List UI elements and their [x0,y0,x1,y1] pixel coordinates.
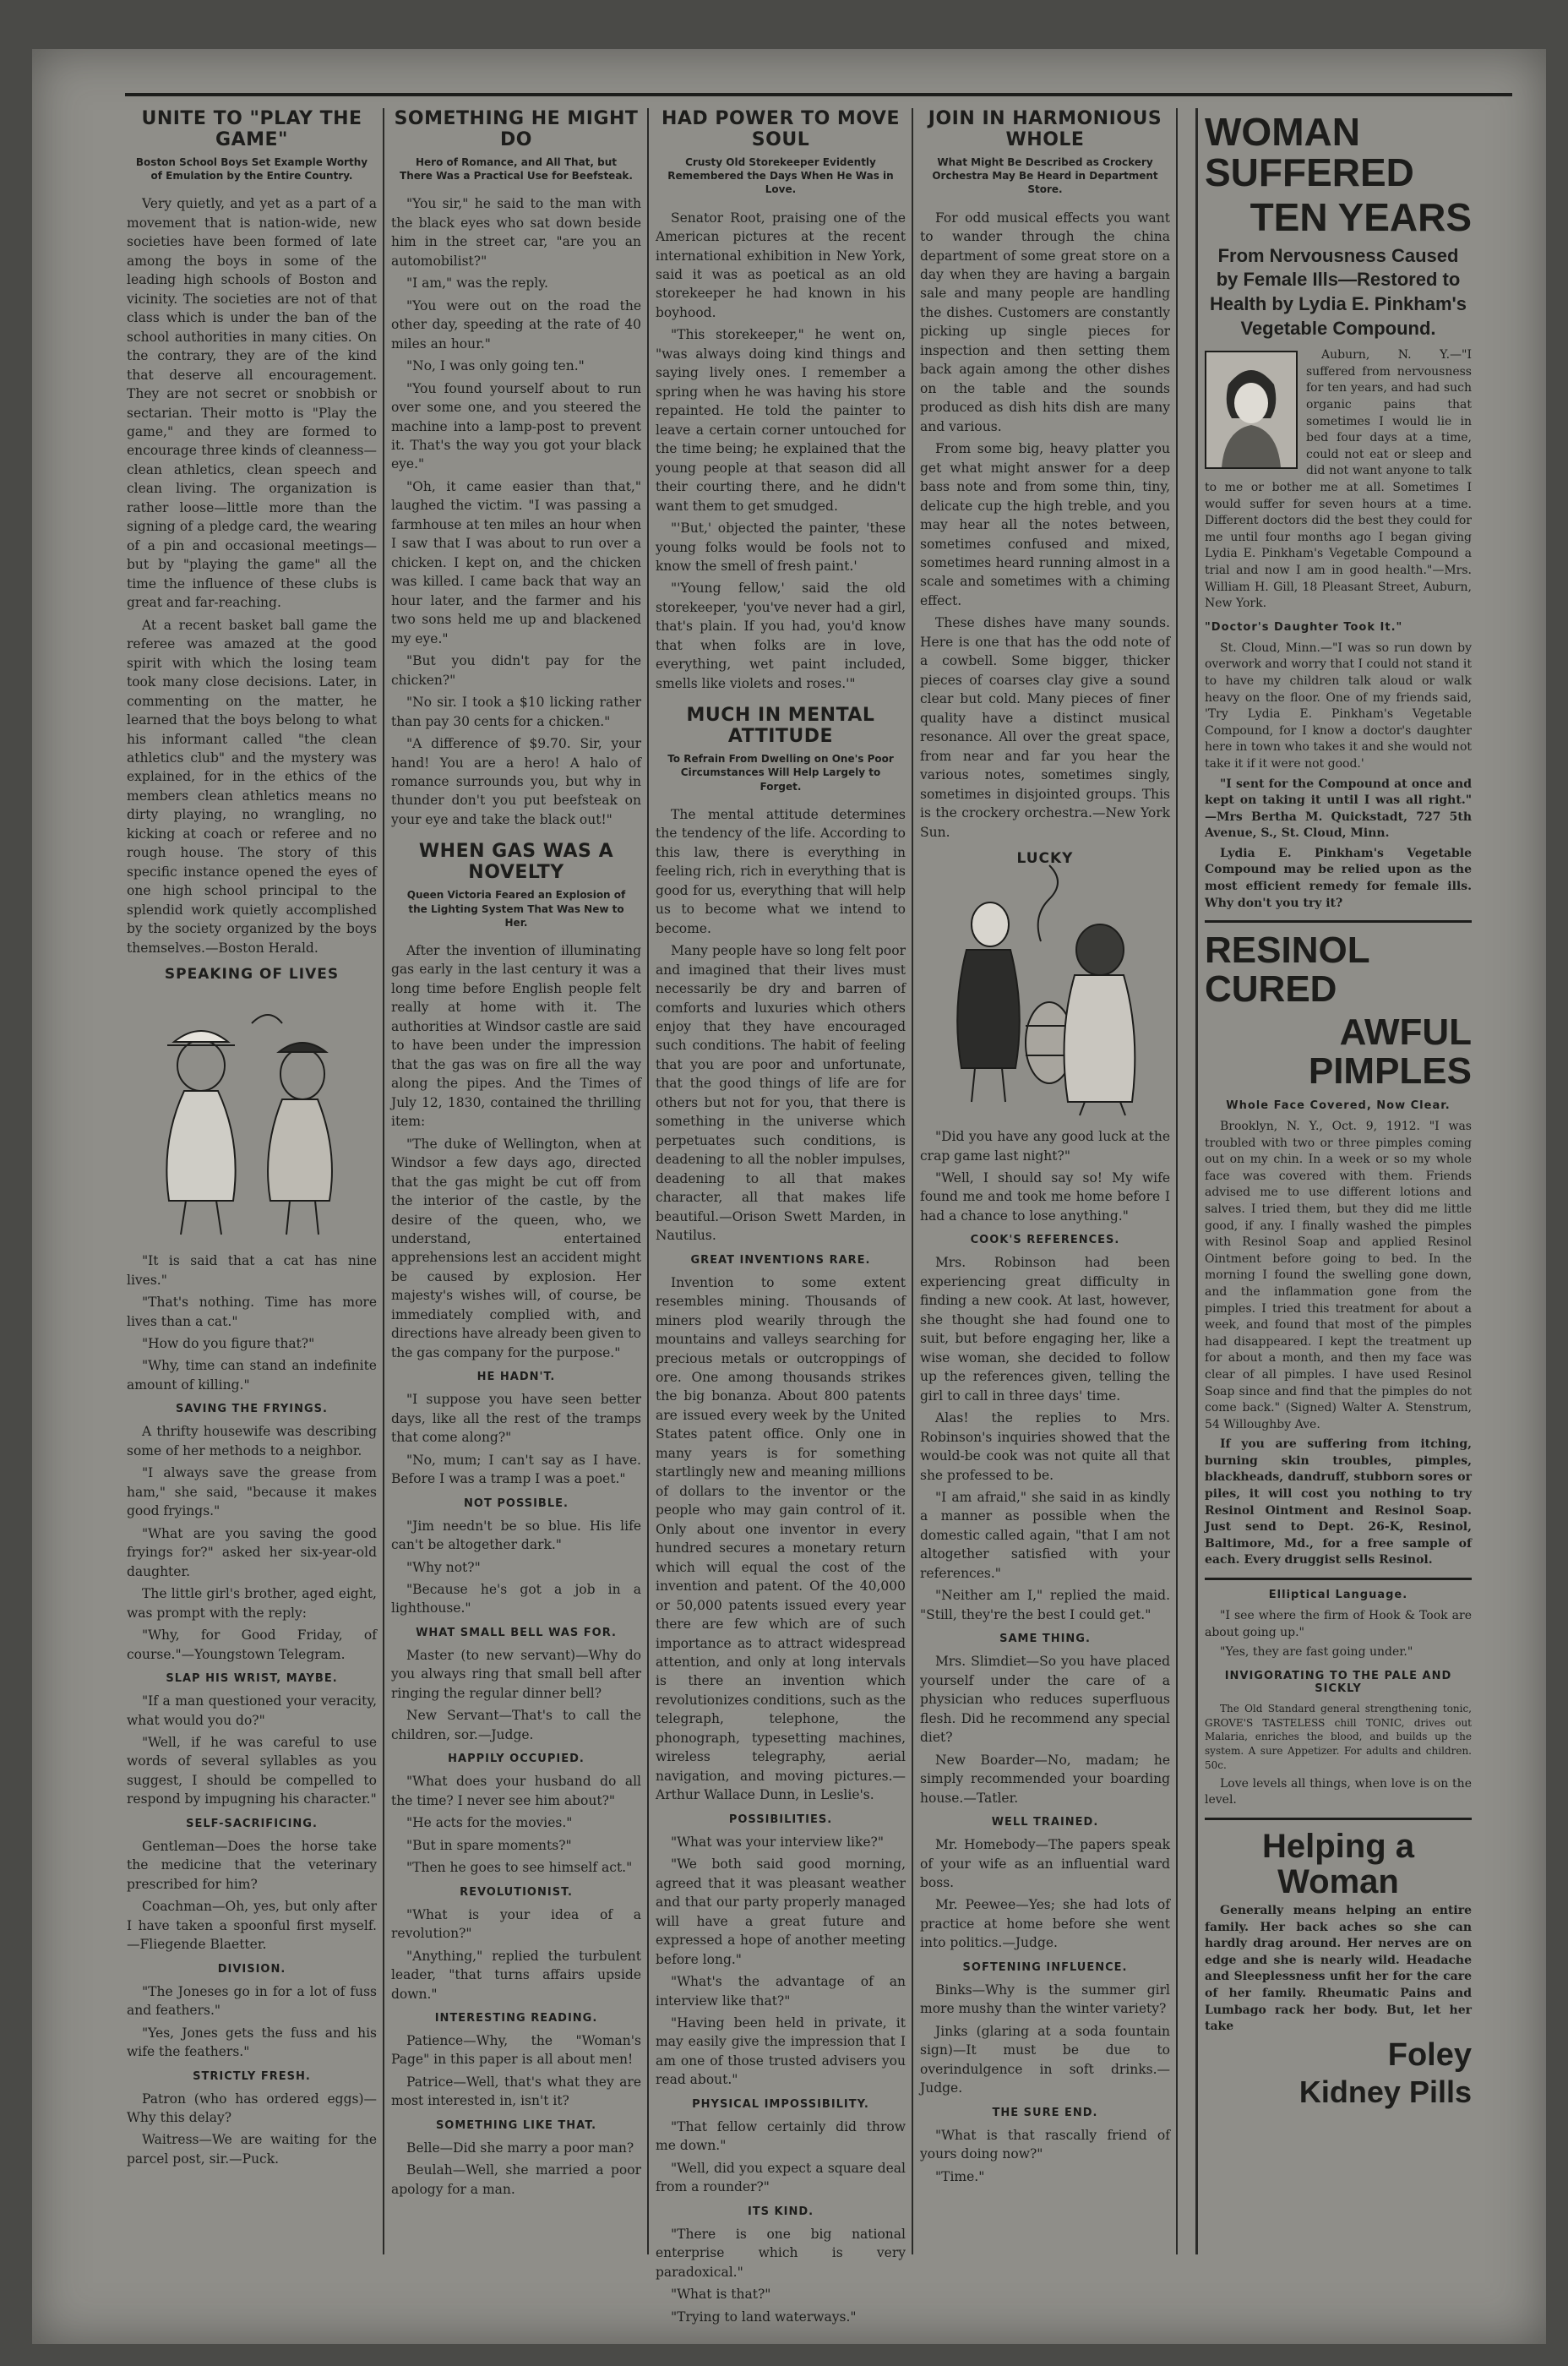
column-2 [391,108,641,2305]
subhead-interesting-reading: INTERESTING READING. [434,2011,598,2025]
joke-line: Jinks (glaring at a soda fountain sign)—It must be due to overindulgence in soft drinks.—Judge. [920,2023,1170,2096]
ad-testimonial: Brooklyn, N. Y., Oct. 9, 1912. "I was troubled with two or three pimples coming out on my chin. In a week or so my whole face was covered with them. Friends advised me to use different lotions and salves. I tried them, but they did me little good, if any. I finally washed the pimples with Resinol Soap and applied Resinol Ointment before going to bed. In the morning I found the swelling gone down, and the inflammation gone from the pimples. I tried this treatment for about a week, and found that most of the pimples had disappeared. I kept the treatment up for about a month, and then my face was clear of all pimples. I have used Resinol Soap since and find that the pimples do not come back." (Signed) Walter A. Stenstrum, 54 Willoughby Ave. [1205,1120,1472,1431]
paragraph: "You sir," he said to the man with the black eyes who sat down beside him in the street car, "are you an automobilist?" [391,196,641,269]
joke-line: "It is said that a cat has nine lives." [127,1253,377,1288]
joke-line: "That's nothing. Time has more lives than a cat." [127,1295,377,1329]
headline-harmonious-whole: JOIN IN HARMONIOUS WHOLE [928,108,1162,150]
joke-line: Mr. Peewee—Yes; she had lots of practice at home before she went into politics.—Judge. [920,1897,1170,1951]
paragraph: For odd musical effects you want to wander through the china department of some great store on a day when they are having a bargain sale and many people are handling the dishes. Customers are constantly picking up single pieces for inspection and then setting them back again among the other dishes on the table and the sounds produced as dish hits dish are many and various. [920,210,1170,434]
joke-line: Binks—Why is the summer girl more mushy than the winter variety? [920,1982,1170,2017]
subhead-cooks-references: COOK'S REFERENCES. [970,1234,1120,1247]
paragraph: Very quietly, and yet as a part of a movement that is nation-wide, new societies have been formed of late among the boys in some of the leading high schools of Boston and vicinity. The societies are not of that class which is under the ban of the school authorities in many cities. On the contrary, they are of the kind that deserve all encouragement. They are not secret or snobbish or sectarian. Their motto is "Play the game," and they are formed to encourage three kinds of cleanness—clean athletics, clean speech and clean living. The organization is rather loose—little more than the signing of a pledge card, the wearing of a pin and occasional meetings—but by "playing the game" all the time the influence of these clubs is great and far-reaching. [127,196,377,611]
joke-line: "What's the advantage of an interview like that?" [656,1974,906,2009]
headline-mental-attitude: MUCH IN MENTAL ATTITUDE [686,705,875,748]
joke-line: "I always save the grease from ham," she said, "because it makes good fryings." [127,1465,377,1519]
ad-divider [1205,1818,1472,1820]
paragraph: "You found yourself about to run over some one, and you steered the machine into a lamp-post to prevent it. That's the way you got your black eye." [391,380,641,472]
paragraph: "Neither am I," replied the maid. "Still, they're the best I could get." [920,1588,1170,1622]
ad-tonic-headline: INVIGORATING TO THE PALE AND SICKLY [1224,1669,1452,1695]
ad-pinkham-headline: TEN YEARS [1250,194,1472,239]
ad-subhead: "Doctor's Daughter Took It." [1205,620,1403,634]
paragraph: "'Young fellow,' said the old storekeeper, 'you've never had a girl, that's plain. If you had, you'd know that when folks are in love, everything, wet paint included, smells like violets and roses.'" [656,581,906,691]
joke-line: "What was your interview like?" [671,1834,884,1850]
ad-foley-headline: Helping a Woman [1261,1828,1415,1900]
column-4 [920,108,1170,2305]
joke-line: "What does your husband do all the time? I never see him about?" [391,1774,641,1808]
paragraph: Invention to some extent resembles mining. Thousands of miners plod wearily through the mountains and valleys searching for precious metals or outcroppings of ore. One among thousands strikes the big bonanza. About 800 patents are issued every week by the United States patent office. Only one in many years is for something startlingly new and meaning millions of dollars to the inventor or the people who may gain control of it. Only about one inventor in every hundred secures a monetary return which will equal the cost of the invention and patent. Of the 40,000 or 50,000 patents issued every year there are few which are of such importance as to attract widespread attention, and only at long intervals is there an invention which revolutionizes conditions, such as the telegraph, telephone, the phonograph, typesetting machines, wireless telegraphy, aerial navigation, and moving pictures.—Arthur Wallace Dunn, in Leslie's. [656,1274,906,1803]
column-rule [1176,108,1178,2254]
woman-portrait-image [1205,351,1298,469]
joke-line: "How do you figure that?" [142,1336,315,1351]
column-rule [912,108,913,2254]
joke-line: "Trying to land waterways." [671,2309,857,2325]
paragraph: "No, I was only going ten." [406,358,585,374]
cartoon-two-men-illustration [133,989,370,1243]
headline-play-the-game: UNITE TO "PLAY THE GAME" [141,108,362,150]
subhead-not-possible: NOT POSSIBLE. [464,1496,569,1510]
joke-line: "Did you have any good luck at the crap game last night?" [920,1129,1170,1164]
deck: Hero of Romance, and All That, but There Was a Practical Use for Beefsteak. [400,156,633,183]
joke-line: Coachman—Oh, yes, but only after I have taken a spoonful first myself.—Fliegende Blaetter. [127,1899,377,1953]
joke-line: "But in spare moments?" [406,1837,572,1853]
joke-line: Beulah—Well, she married a poor apology for a man. [391,2162,641,2197]
ad-testimonial: St. Cloud, Minn.—"I was so run down by overwork and worry that I could not stand it to have my children talk aloud or walk heavy on the floor. One of my friends said, 'Try Lydia E. Pinkham's Vegetable Compound, for I know a doctor's daughter here in town who takes it and she would not take it if it were not good.' [1205,641,1472,771]
ad-divider [1205,1578,1472,1580]
paragraph: Senator Root, praising one of the American pictures at the recent international exhibition in New York, said it was as poetical as an old storekeeper he had known in his boyhood. [656,210,906,320]
subhead-possibilities: POSSIBILITIES. [728,1813,833,1826]
joke-line: "Well, if he was careful to use words of several syllables as you suggest, I should be compelled to respond by impugning his character." [127,1734,377,1807]
paragraph: "I am," was the reply. [406,275,548,292]
cartoon-lucky-illustration [931,874,1159,1119]
joke-line: "Why, for Good Friday, of course."—Youngstown Telegram. [127,1627,377,1662]
ad-testimonial: Lydia E. Pinkham's Vegetable Compound may be relied upon as the most efficient remedy for female ills. Why don't you try it? [1205,846,1472,910]
column-1 [127,108,377,2305]
paragraph: "You were out on the road the other day, speeding at the rate of 40 miles an hour." [391,297,641,352]
joke-line: "Anything," replied the turbulent leader, "that turns affairs upside down." [391,1948,641,2002]
ad-foley-text: Generally means helping an entire family. Her back aches so she can hardly drag around. Her nerves are on edge and she is nearly wild. Headache and Sleeplessness unfit her for the care of her family. Rheumatic Pains and Lumbago rack her body. But, let her take [1205,1904,1472,2034]
paragraph: "'But,' objected the painter, 'these young folks would be fools not to know the smell of fresh paint.' [656,521,906,574]
joke-line: Patience—Why, the "Woman's Page" in this paper is all about men! [391,2032,641,2068]
deck: To Refrain From Dwelling on One's Poor Circumstances Will Help Largely to Forget. [667,753,894,793]
subhead-same-thing: SAME THING. [999,1633,1091,1646]
subhead-happily-occupied: HAPPILY OCCUPIED. [448,1753,585,1766]
headline-gas-novelty: WHEN GAS WAS A NOVELTY [418,841,614,884]
ad-testimonial: "I sent for the Compound at once and kept on taking it until I was all right." —Mrs Bertha M. Quickstadt, 727 5th Avenue, S., St. Cloud, Minn. [1205,777,1472,841]
headline-power-to-move-soul: HAD POWER TO MOVE SOUL [661,108,900,150]
paragraph: "The duke of Wellington, when at Windsor a few days ago, directed that the gas might be cut off from the interior of the castle, by the desire of the queen, who, we understand, entertained apprehensions lest an accident might be caused by explosion. Her majesty's wishes will, of course, be immediately complied with, and directions have already been given to the gas company for the purpose." [391,1136,641,1360]
joke-line: Mr. Homebody—The papers speak of your wife as an influential ward boss. [920,1837,1170,1890]
joke-line: "We both said good morning, agreed that it was pleasant weather and that our party properly managed will have a great future and expressed a hope of another meeting before long." [656,1856,906,1967]
paragraph: "I am afraid," she said in as kindly a manner as possible when the domestic called again, "that I am not altogether satisfied with your references." [920,1490,1170,1581]
ad-offer: If you are suffering from itching, burning skin troubles, pimples, blackheads, dandruff, stubborn sores or piles, it will cost you nothing to try Resinol Ointment and Resinol Soap. Just send to Dept. 26-K, Resinol, Baltimore, Md., for a free sample of each. Every druggist sells Resinol. [1205,1437,1472,1567]
joke-line: "Well, did you expect a square deal from a rounder?" [656,2160,906,2195]
ad-pinkham-headline: WOMAN SUFFERED [1205,110,1414,195]
deck: Queen Victoria Feared an Explosion of the Lighting System That Was New to Her. [406,889,626,929]
joke-line: A thrifty housewife was describing some of her methods to a neighbor. [127,1424,377,1458]
subhead-slap-wrist: SLAP HIS WRIST, MAYBE. [166,1672,338,1686]
top-rule [125,93,1512,96]
ad-foley-brand: Foley [1387,2036,1472,2073]
paragraph: "No sir. I took a $10 licking rather than pay 30 cents for a chicken." [391,695,641,729]
joke-line: Gentleman—Does the horse take the medicine that the veterinary prescribed for him? [127,1838,377,1892]
joke-line: The little girl's brother, aged eight, was prompt with the reply: [127,1586,377,1621]
subhead-small-bell: WHAT SMALL BELL WAS FOR. [416,1626,617,1639]
joke-line: "I suppose you have seen better days, like all the rest of the tramps that come along?" [391,1392,641,1446]
joke-line: New Boarder—No, madam; he simply recommended your boarding house.—Tatler. [920,1752,1170,1806]
joke-line: "Why, time can stand an indefinite amount of killing." [127,1358,377,1393]
joke-line: "Having been held in private, it may easily give the impression that I am one of those trusted advisers you read about." [656,2014,906,2088]
headline-something-he-might-do: SOMETHING HE MIGHT DO [394,108,639,150]
joke-line: Master (to new servant)—Why do you always ring that small bell after ringing the regular dinner bell? [391,1647,641,1701]
joke-line: Waitress—We are waiting for the parcel post, sir.—Puck. [127,2132,377,2167]
paragraph: Alas! the replies to Mrs. Robinson's inquiries showed that the would-be cook was not quite all that she professed to be. [920,1410,1170,1483]
ad-resinol-headline: AWFUL PIMPLES [1308,1011,1472,1092]
ad-testimonial: Auburn, N. Y.—"I suffered from nervousness for ten years, and had such organic pains that sometimes I would lie in bed four days at a time, could not eat or sleep and did not want anyone to talk to me or bother me at all. Sometimes I would suffer for seven hours at a time. Different doctors did the best they could for me until four months ago I began giving Lydia E. Pinkham's Vegetable Compound a trial and now I am in good health."—Mrs. William H. Gill, 18 Pleasant Street, Auburn, New York. [1205,348,1472,611]
paragraph: From some big, heavy platter you get what might answer for a deep bass note and from some thin, tiny, delicate cup the high treble, and you may hear all the notes between, sometimes confused and mixed, sometimes heard running almost in a scale and sometimes with a chiming effect. [920,441,1170,608]
joke-line: Belle—Did she marry a poor man? [406,2140,634,2156]
subhead-he-hadnt: HE HADN'T. [476,1371,556,1384]
joke-line: "No, mum; I can't say as I have. Before I was a tramp I was a poet." [391,1452,641,1487]
joke-line: "If a man questioned your veracity, what would you do?" [127,1693,377,1728]
joke-line: "Because he's got a job in a lighthouse." [391,1582,641,1616]
deck: Crusty Old Storekeeper Evidently Remembered the Days When He Was in Love. [667,156,894,196]
joke-line: Mrs. Slimdiet—So you have placed yourself under the care of a physician who reduces superfluous flesh. Did he recommend any special diet? [920,1654,1170,1746]
paragraph: At a recent basket ball game the referee was amazed at the good spirit with which the losing team took many close decisions. Later, in commenting on the matter, he learned that the boys belong to what his informant called "the clean athletics club" and the mystery was explained, for in the ethics of the members clean athletics means no dirty playing, no wrangling, no kicking at coach or referee and no rough house. The story of this specific instance opened the eyes of one high school principal to the splendid work quietly accomplished by the society organized by the boys themselves.—Boston Herald. [127,617,377,956]
joke-line: "Jim needn't be so blue. His life can't be altogether dark." [391,1518,641,1553]
ad-foley-brand: Kidney Pills [1298,2074,1472,2109]
column-3 [656,108,906,2325]
ad-divider [1205,920,1472,923]
subhead-its-kind: ITS KIND. [747,2205,814,2218]
subhead-physical-impossibility: PHYSICAL IMPOSSIBILITY. [692,2097,869,2111]
subhead-something-like-that: SOMETHING LIKE THAT. [435,2118,597,2132]
subhead-revolutionist: REVOLUTIONIST. [460,1885,573,1899]
joke-line: Patrice—Well, that's what they are most interested in, isn't it? [391,2074,641,2109]
joke-line: New Servant—That's to call the children, sor.—Judge. [391,1708,641,1742]
paragraph: "Oh, it came easier than that," laughed the victim. "I was passing a farmhouse at ten miles an hour when I saw that I was about to run over a chicken. I kept on, and the chicken was killed. I came back that way an hour later, and the farmer and his two sons held me up and blackened my eye." [391,478,641,646]
joke-line: "Then he goes to see himself act." [406,1860,633,1876]
joke-line: "That fellow certainly did throw me down." [656,2118,906,2154]
deck: What Might Be Described as Crockery Orchestra May Be Heard in Department Store. [932,156,1158,196]
joke-line: "There is one big national enterprise which is very paradoxical." [656,2226,906,2280]
joke-line: "The Joneses go in for a lot of fuss and feathers." [127,1983,377,2019]
ad-resinol-subhead: Whole Face Covered, Now Clear. [1226,1099,1451,1113]
advertisement-column [1205,108,1472,2305]
subhead-division: DIVISION. [217,1962,286,1976]
paragraph: "But you didn't pay for the chicken?" [391,653,641,688]
subhead-great-inventions: GREAT INVENTIONS RARE. [690,1253,871,1267]
newspaper-page [32,49,1546,2344]
joke-line: "I see where the firm of Hook & Took are about going up." [1205,1609,1472,1639]
cartoon-title: SPEAKING OF LIVES [164,966,340,984]
subhead-self-sacrificing: SELF-SACRIFICING. [186,1817,318,1830]
paragraph: After the invention of illuminating gas early in the last century it was a long time before English people felt really at home with it. The authorities at Windsor castle are said to have been under the impression that the gas was on fire all the way along the pipes. And the Times of July 12, 1830, contained the thrilling item: [391,942,641,1130]
paragraph: Mrs. Robinson had been experiencing great difficulty in finding a new cook. At last, however, she thought she had found one to suit, but before engaging her, like a wise woman, she decided to follow up the references given, telling the girl to call in three days' time. [920,1255,1170,1404]
paragraph: Many people have so long felt poor and imagined that their lives must necessarily be dry and barren of comforts and luxuries which others enjoy that they have encouraged such conditions. The habit of feeling that you are poor and unfortunate, that the good things of life are for others but not for you, that there is something in the universe which perpetuates such conditions, is deadening to all the nobler impulses, deadening to all that makes character, all that makes life beautiful.—Orison Swett Marden, in Nautilus. [656,943,906,1244]
joke-line: "What are you saving the good fryings for?" asked her six-year-old daughter. [127,1525,377,1579]
column-rule [647,108,649,2254]
filler-line: Love levels all things, when love is on the level. [1205,1776,1472,1807]
subhead-softening-influence: SOFTENING INFLUENCE. [962,1960,1128,1974]
subhead-strictly-fresh: STRICTLY FRESH. [193,2069,311,2083]
joke-line: "What is that?" [671,2287,771,2303]
ad-pinkham-subhead: From Nervousness Caused by Female Ills—Restored to Health by Lydia E. Pinkham's Vegetable Compound. [1210,244,1467,339]
joke-line: "Yes, Jones gets the fuss and his wife the feathers." [127,2025,377,2060]
paragraph: "A difference of $9.70. Sir, your hand! You are a hero! A halo of romance surrounds you, but why in thunder don't you put beefsteak on your eye and take the black out!" [391,736,641,827]
joke-line: "What is that rascally friend of yours doing now?" [920,2127,1170,2162]
paragraph: These dishes have many sounds. Here is one that has the odd note of a cowbell. Some bigger, thicker pieces of coarses clay give a sound clear but cold. Many pieces of finer quality have a distinct musical resonance. All over the great space, from near and far you hear the various notes, sometimes singly, sometimes in disjointed groups. This is the crockery orchestra.—New York Sun. [920,615,1170,840]
cartoon-title: LUCKY [1016,850,1074,868]
subhead-elliptical: Elliptical Language. [1268,1589,1408,1602]
subhead-sure-end: THE SURE END. [992,2106,1098,2119]
column-rule [383,108,384,2254]
joke-line: "What is your idea of a revolution?" [391,1906,641,1942]
deck-play-the-game: Boston School Boys Set Example Worthy of Emulation by the Entire Country. [135,156,368,183]
joke-line: "Yes, they are fast going under." [1220,1645,1413,1660]
joke-line: "He acts for the movies." [406,1815,573,1831]
paragraph: The mental attitude determines the tendency of the life. According to this law, there is everything in feeling rich, rich in everything that is good for us, everything that will help us to become what we intend to become. [656,806,906,936]
joke-line: Patron (who has ordered eggs)—Why this delay? [127,2091,377,2125]
subhead-saving-fryings: SAVING THE FRYINGS. [176,1403,328,1416]
ad-column-rule [1195,108,1198,2254]
paragraph: "This storekeeper," he went on, "was always doing kind things and saying lively ones. I remember a spring when he was having his store repainted. He told the painter to leave a certain corner untouched for the time being; he explained that the young people at that season did all their courting there, and he didn't want them to get smudged. [656,327,906,514]
joke-line: "Why not?" [406,1559,481,1575]
joke-line: "Time." [935,2168,985,2184]
subhead-well-trained: WELL TRAINED. [991,1816,1099,1829]
joke-line: "Well, I should say so! My wife found me and took me home before I had a chance to lose anything." [920,1169,1170,1224]
ad-resinol-headline: RESINOL CURED [1205,930,1369,1011]
ad-tonic-text: The Old Standard general strengthening tonic, GROVE'S TASTELESS chill TONIC, drives out Malaria, enriches the blood, and builds up the system. A sure Appetizer. For adults and children. 50c. [1205,1702,1472,1772]
